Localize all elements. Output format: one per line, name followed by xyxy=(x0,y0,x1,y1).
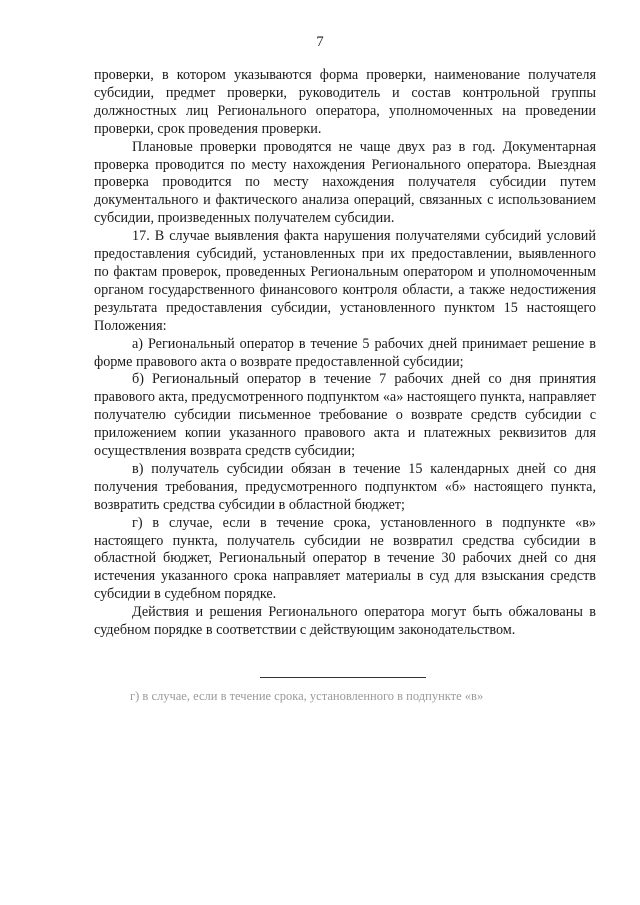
paragraph-appeal: Действия и решения Регионального оператора могут быть обжалованы в судебном порядке в соответствии с действующим законодательством. xyxy=(94,604,596,639)
paragraph-subclause-v: в) получатель субсидии обязан в течение 15 календарных дней со дня получения требования, предусмотренного подпунктом «б» настоящего пункта, возвратить средства субсидии в областной бюджет; xyxy=(94,460,596,513)
document-body xyxy=(94,67,596,640)
paragraph-subclause-b: б) Региональный оператор в течение 7 рабочих дней со дня принятия правового акта, предусмотренного подпунктом «а» настоящего пункта, направляет получателю субсидии письменное требование о возврате средств субсидии с приложением копии указанного правового акта и платежных реквизитов для осуществления возврата средств субсидии; xyxy=(94,371,596,460)
end-of-text-rule xyxy=(260,677,426,678)
paragraph-subclause-g: г) в случае, если в течение срока, установленного в подпункте «в» настоящего пункта, получатель субсидии не возвратил средства субсидии в областной бюджет, Региональный оператор в течение 30 рабочих дней со дня истечения указанного срока направляет материалы в суд для взыскания средств субсидии в судебном порядке. xyxy=(94,514,596,603)
paragraph-clause-17: 17. В случае выявления факта нарушения получателями субсидий условий предоставления субсидий, установленных при их предоставлении, выявленного по фактам проверок, проведенных Региональным оператором и уполномоченным органом государственного финансового контроля области, а также недостижения результата предоставления субсидии, установленного пунктом 15 настоящего Положения: xyxy=(94,228,596,334)
show-through-text: г) в случае, если в течение срока, установленного в подпункте «в» xyxy=(130,689,484,703)
paragraph-subclause-a: а) Региональный оператор в течение 5 рабочих дней принимает решение в форме правового акта о возврате предоставленной субсидии; xyxy=(94,335,596,370)
paragraph-planned-inspections: Плановые проверки проводятся не чаще двух раз в год. Документарная проверка проводится по месту нахождения Регионального оператора. Выездная проверка проводится по месту нахождения получателя субсидии путем документального и фактического анализа операций, связанных с использованием субсидии, произведенных получателем субсидии. xyxy=(94,138,596,227)
page-number: 7 xyxy=(316,34,324,50)
paragraph-continuation: проверки, в котором указываются форма проверки, наименование получателя субсидии, предмет проверки, руководитель и состав контрольной группы должностных лиц Регионального оператора, уполномоченных на проведении проверки, срок проведения проверки. xyxy=(94,67,596,137)
